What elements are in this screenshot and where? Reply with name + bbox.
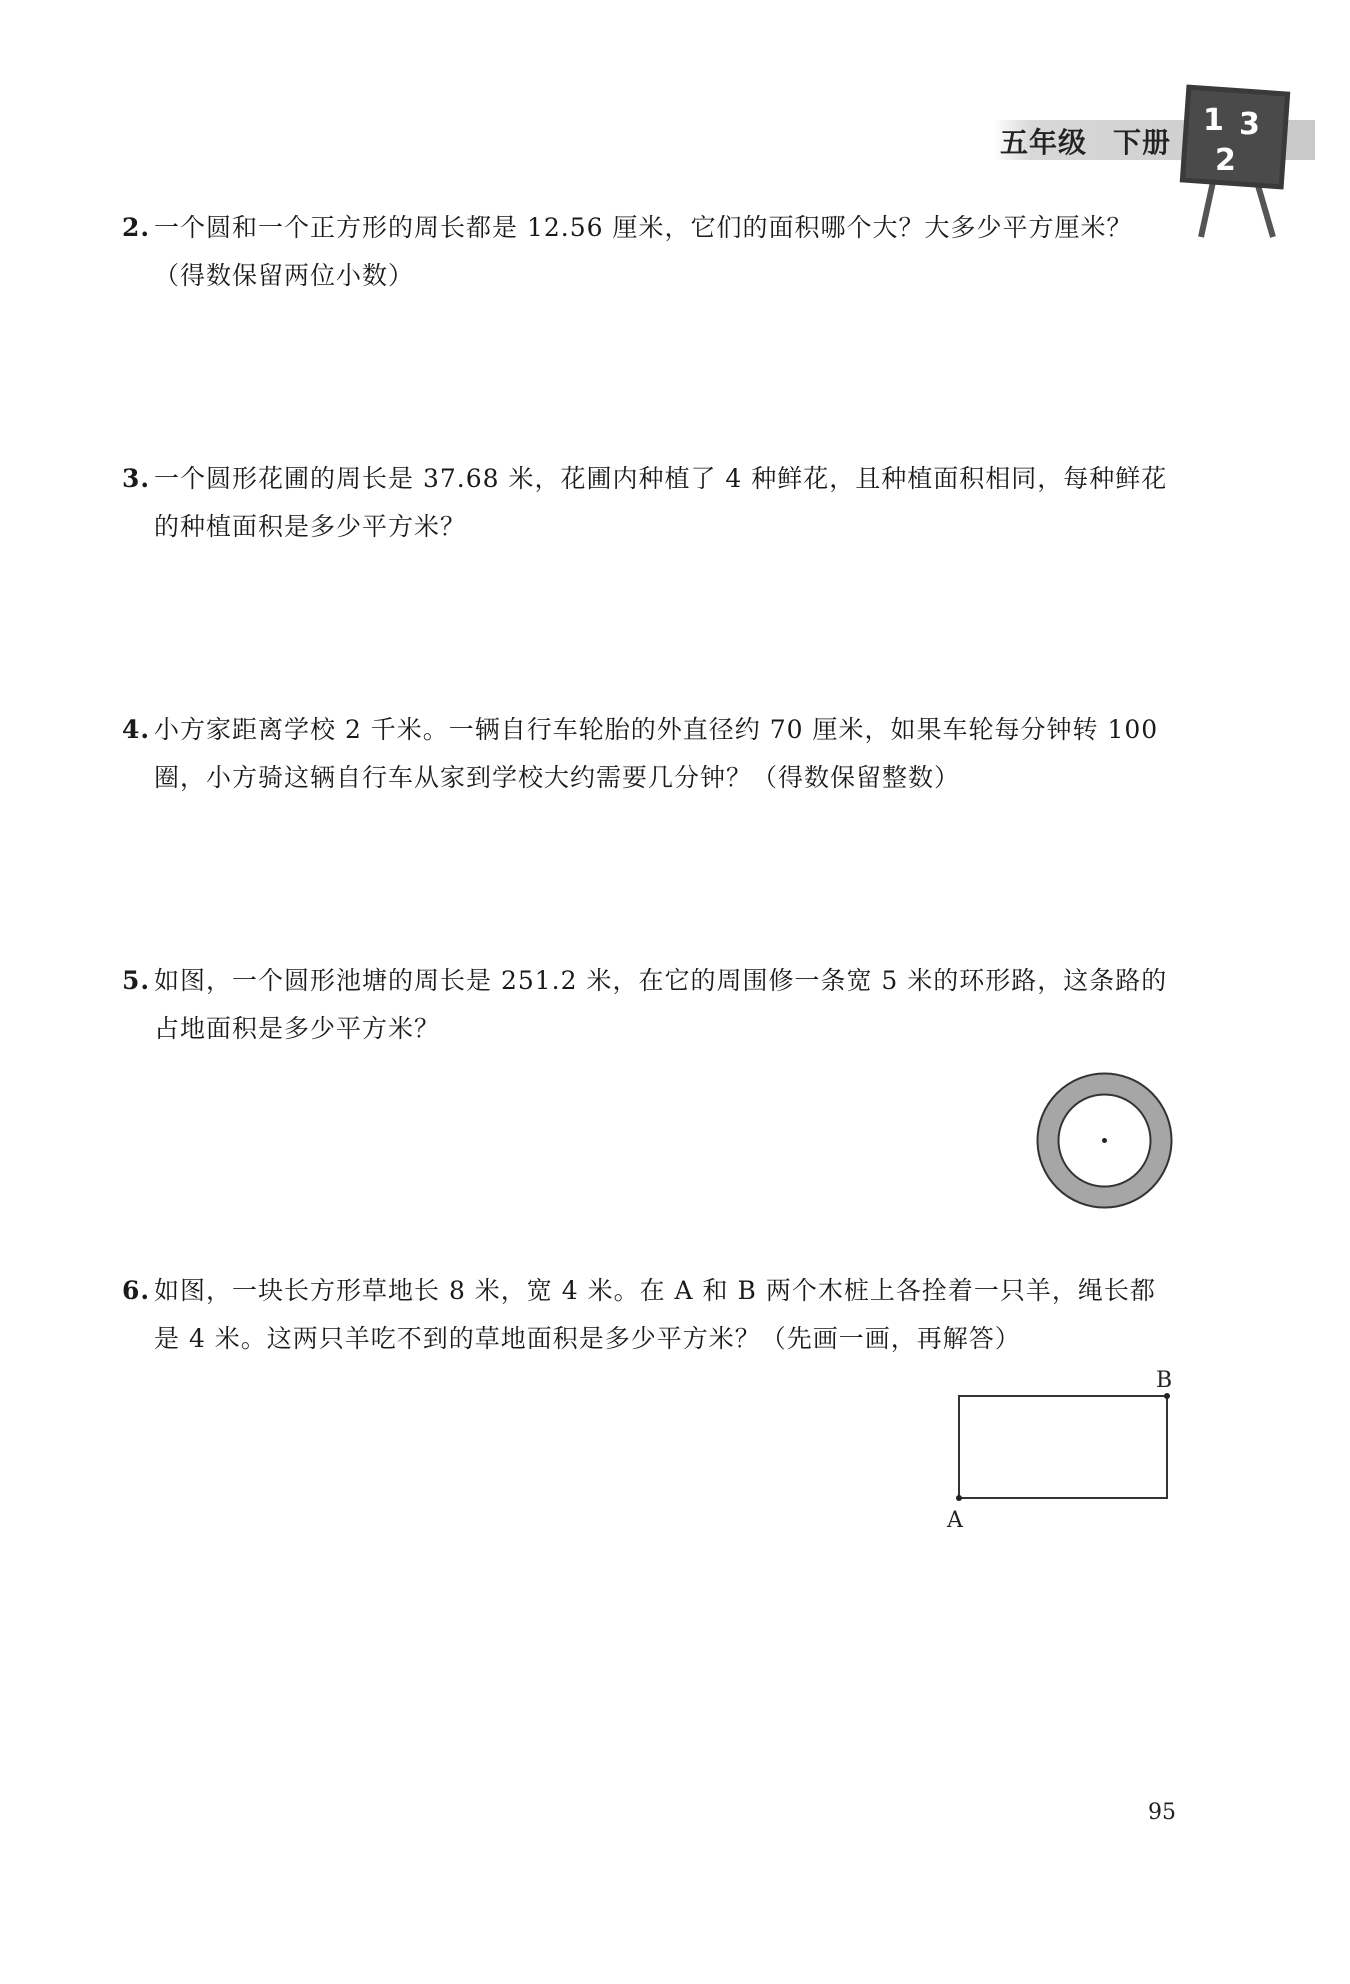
- question-text: 如图，一块长方形草地长 8 米，宽 4 米。在 A 和 B 两个木桩上各拴着一只羊，绳长都: [154, 1276, 1156, 1305]
- stake-b: [1164, 1393, 1170, 1399]
- question-2: [122, 204, 1182, 300]
- blackboard-logo: [1175, 82, 1295, 242]
- header-title: [1000, 121, 1171, 161]
- grade-label: 五年级: [1000, 126, 1088, 159]
- question-3: [122, 455, 1182, 551]
- rectangle-field-figure: [940, 1365, 1180, 1540]
- question-text: 如图，一个圆形池塘的周长是 251.2 米，在它的周围修一条宽 5 米的环形路，这条路的: [154, 966, 1168, 995]
- question-6: [122, 1267, 1182, 1363]
- question-text-continued: 圈，小方骑这辆自行车从家到学校大约需要几分钟？（得数保留整数）: [154, 763, 961, 792]
- question-5: [122, 957, 1182, 1053]
- logo-digit-2: 2: [1215, 143, 1236, 178]
- question-text: 一个圆和一个正方形的周长都是 12.56 厘米，它们的面积哪个大？大多少平方厘米？: [154, 213, 1133, 242]
- label-b: B: [1156, 1368, 1173, 1393]
- volume-label: 下册: [1113, 126, 1172, 159]
- logo-digit-1: 1: [1203, 103, 1224, 138]
- question-number: 5.: [122, 966, 151, 995]
- question-text-continued: （得数保留两位小数）: [154, 261, 415, 290]
- question-number: 3.: [122, 464, 151, 493]
- grass-rectangle: [959, 1396, 1167, 1498]
- stake-a: [956, 1495, 962, 1501]
- label-a: A: [947, 1508, 963, 1533]
- question-text-continued: 的种植面积是多少平方米？: [154, 512, 467, 541]
- easel-leg-left: [1201, 182, 1213, 237]
- question-number: 6.: [122, 1276, 151, 1305]
- question-4: [122, 706, 1182, 802]
- center-dot: [1102, 1138, 1107, 1143]
- question-text: 一个圆形花圃的周长是 37.68 米，花圃内种植了 4 种鲜花，且种植面积相同，每种鲜花: [154, 464, 1168, 493]
- question-text: 小方家距离学校 2 千米。一辆自行车轮胎的外直径约 70 厘米，如果车轮每分钟转 100: [154, 715, 1159, 744]
- easel-leg-right: [1257, 182, 1273, 237]
- question-number: 2.: [122, 213, 151, 242]
- page-number: 95: [1148, 1800, 1176, 1825]
- question-text-continued: 是 4 米。这两只羊吃不到的草地面积是多少平方米？（先画一画，再解答）: [154, 1324, 1021, 1353]
- logo-digit-3: 3: [1239, 107, 1260, 142]
- question-number: 4.: [122, 715, 151, 744]
- question-text-continued: 占地面积是多少平方米？: [154, 1014, 441, 1043]
- ring-road-figure: [1032, 1068, 1177, 1213]
